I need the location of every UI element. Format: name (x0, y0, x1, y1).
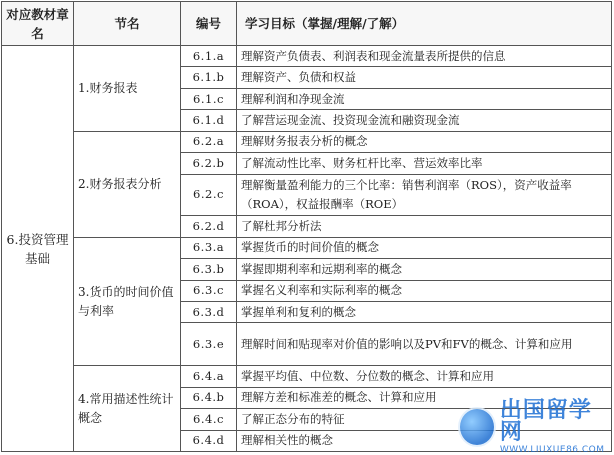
goal-text: 掌握即期利率和远期利率的概念 (237, 259, 612, 280)
goal-code: 6.1.c (181, 88, 237, 109)
goal-code: 6.2.d (181, 216, 237, 237)
goal-code: 6.4.c (181, 409, 237, 430)
table-row (2, 237, 612, 258)
goal-code: 6.1.d (181, 110, 237, 131)
goal-text: 理解相关性的概念 (237, 430, 612, 451)
goal-code: 6.3.a (181, 237, 237, 258)
goal-code: 6.2.b (181, 153, 237, 174)
table-row (2, 366, 612, 387)
goal-code: 6.4.a (181, 366, 237, 387)
section-name: 1.财务报表 (74, 46, 181, 132)
goal-code: 6.1.b (181, 67, 237, 88)
site-watermark-logo (458, 397, 608, 455)
syllabus-table (1, 1, 612, 452)
goal-code: 6.4.b (181, 387, 237, 408)
header-row (2, 2, 612, 46)
goal-text: 理解衡量盈利能力的三个比率：销售利润率（ROS），资产收益率（ROA），权益报酬率（ROE） (237, 174, 612, 216)
globe-icon (458, 407, 496, 447)
goal-code: 6.2.a (181, 131, 237, 152)
goal-code: 6.1.a (181, 46, 237, 67)
goal-text: 理解利润和净现金流 (237, 88, 612, 109)
goal-text: 理解资产负债表、利润表和现金流量表所提供的信息 (237, 46, 612, 67)
goal-text: 掌握货币的时间价值的概念 (237, 237, 612, 258)
header-chapter: 对应教材章名 (2, 2, 74, 46)
section-name: 4.常用描述性统计概念 (74, 366, 181, 452)
goal-text: 理解资产、负债和权益 (237, 67, 612, 88)
chapter-name: 6.投资管理基础 (2, 46, 74, 452)
header-code: 编号 (181, 2, 237, 46)
goal-code: 6.2.c (181, 174, 237, 216)
goal-text: 了解杜邦分析法 (237, 216, 612, 237)
header-section: 节名 (74, 2, 181, 46)
table-row (2, 46, 612, 67)
goal-code: 6.3.b (181, 259, 237, 280)
watermark-text: 出国留学网 (499, 397, 592, 445)
goal-text: 掌握名义利率和实际利率的概念 (237, 280, 612, 301)
goal-text: 理解方差和标准差的概念、计算和应用 (237, 387, 612, 408)
goal-text: 掌握单利和复利的概念 (237, 302, 612, 323)
table-row (2, 131, 612, 152)
header-goals: 学习目标（掌握/理解/了解） (237, 2, 612, 46)
goal-text: 掌握平均值、中位数、分位数的概念、计算和应用 (237, 366, 612, 387)
goal-code: 6.4.d (181, 430, 237, 451)
goal-code: 6.3.c (181, 280, 237, 301)
watermark-url: WWW.LIUXUE86.COM (499, 444, 605, 455)
goal-code: 6.3.d (181, 302, 237, 323)
goal-text: 了解流动性比率、财务杠杆比率、营运效率比率 (237, 153, 612, 174)
goal-text: 理解时间和贴现率对价值的影响以及PV和FV的概念、计算和应用 (237, 323, 612, 366)
goal-text: 了解正态分布的特征 (237, 409, 612, 430)
goal-text: 了解营运现金流、投资现金流和融资现金流 (237, 110, 612, 131)
goal-text: 理解财务报表分析的概念 (237, 131, 612, 152)
goal-code: 6.3.e (181, 323, 237, 366)
section-name: 2.财务报表分析 (74, 131, 181, 237)
section-name: 3.货币的时间价值与利率 (74, 237, 181, 366)
